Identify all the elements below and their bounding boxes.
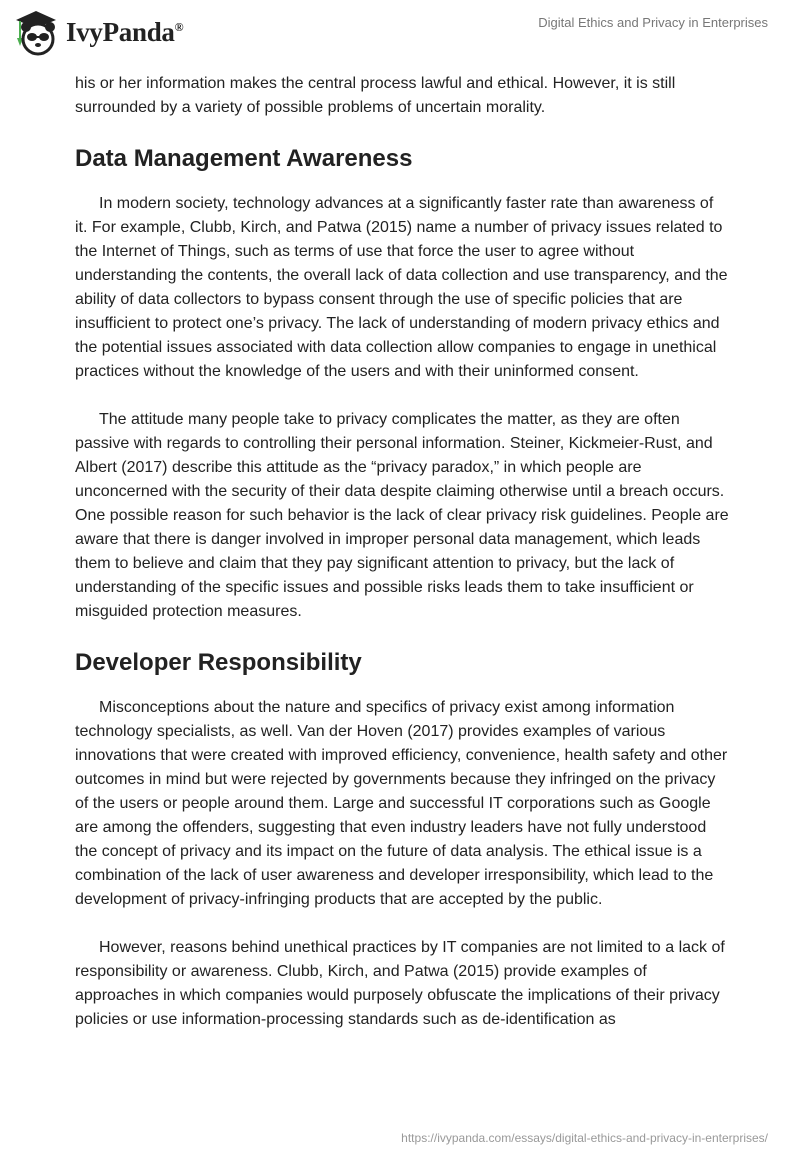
paragraph: However, reasons behind unethical practices by IT companies are not limited to a lack of responsibility or awareness. Clubb, Kirch, and Patwa (2015) provide examples of approaches in which companies would purposely obfuscate the implications of their privacy policies or use information-processing standards such as de-identification as	[75, 939, 725, 1028]
section-heading: Developer Responsibility	[75, 649, 362, 676]
document-title: Digital Ethics and Privacy in Enterprises	[538, 15, 768, 30]
page-header	[0, 0, 800, 60]
panda-graduate-icon	[12, 8, 60, 56]
paragraph: Misconceptions about the nature and specifics of privacy exist among information technology specialists, as well. Van der Hoven (2017) provides examples of various innovations that were created with improved efficiency, convenience, health safety and other outcomes in mind but were rejected by governments because they infringed on the privacy of the users or people around them. Large and successful IT corporations such as Google are among the offenders, suggesting that even industry leaders have not fully understood the concept of privacy and its impact on the future of data analysis. The ethical issue is a combination of the lack of user awareness and developer irresponsibility, which lead to the development of privacy-infringing products that are accepted by the public.	[75, 699, 728, 908]
source-url[interactable]: https://ivypanda.com/essays/digital-ethics-and-privacy-in-enterprises/	[401, 1131, 768, 1145]
ivypanda-logo[interactable]	[12, 8, 183, 56]
intro-paragraph: his or her information makes the central process lawful and ethical. However, it is still surrounded by a variety of possible problems of uncertain morality.	[75, 75, 676, 116]
essay-content	[75, 72, 730, 1056]
logo-text: IvyPanda®	[66, 16, 184, 47]
section-heading: Data Management Awareness	[75, 145, 413, 172]
paragraph: In modern society, technology advances at a significantly faster rate than awareness of it. For example, Clubb, Kirch, and Patwa (2015) name a number of privacy issues related to the Internet of Things, such as terms of use that force the user to agree without understanding the contents, the overall lack of data collection and use transparency, and the ability of data collectors to bypass consent through the use of specific policies that are insufficient to protect one’s privacy. The lack of understanding of modern privacy ethics and the potential issues associated with data collection allow companies to engage in unethical practices without the knowledge of the users and with their uninformed consent.	[75, 195, 728, 380]
paragraph: The attitude many people take to privacy complicates the matter, as they are often passive with regards to controlling their personal information. Steiner, Kickmeier-Rust, and Albert (2017) describe this attitude as the “privacy paradox,” in which people are unconcerned with the security of their data despite claiming otherwise until a breach occurs. One possible reason for such behavior is the lack of clear privacy risk guidelines. People are aware that there is danger involved in improper personal data management, which leads them to believe and claim that they pay significant attention to privacy, but the lack of understanding of the specific issues and possible risks leads them to take insufficient or misguided protection measures.	[75, 411, 729, 620]
